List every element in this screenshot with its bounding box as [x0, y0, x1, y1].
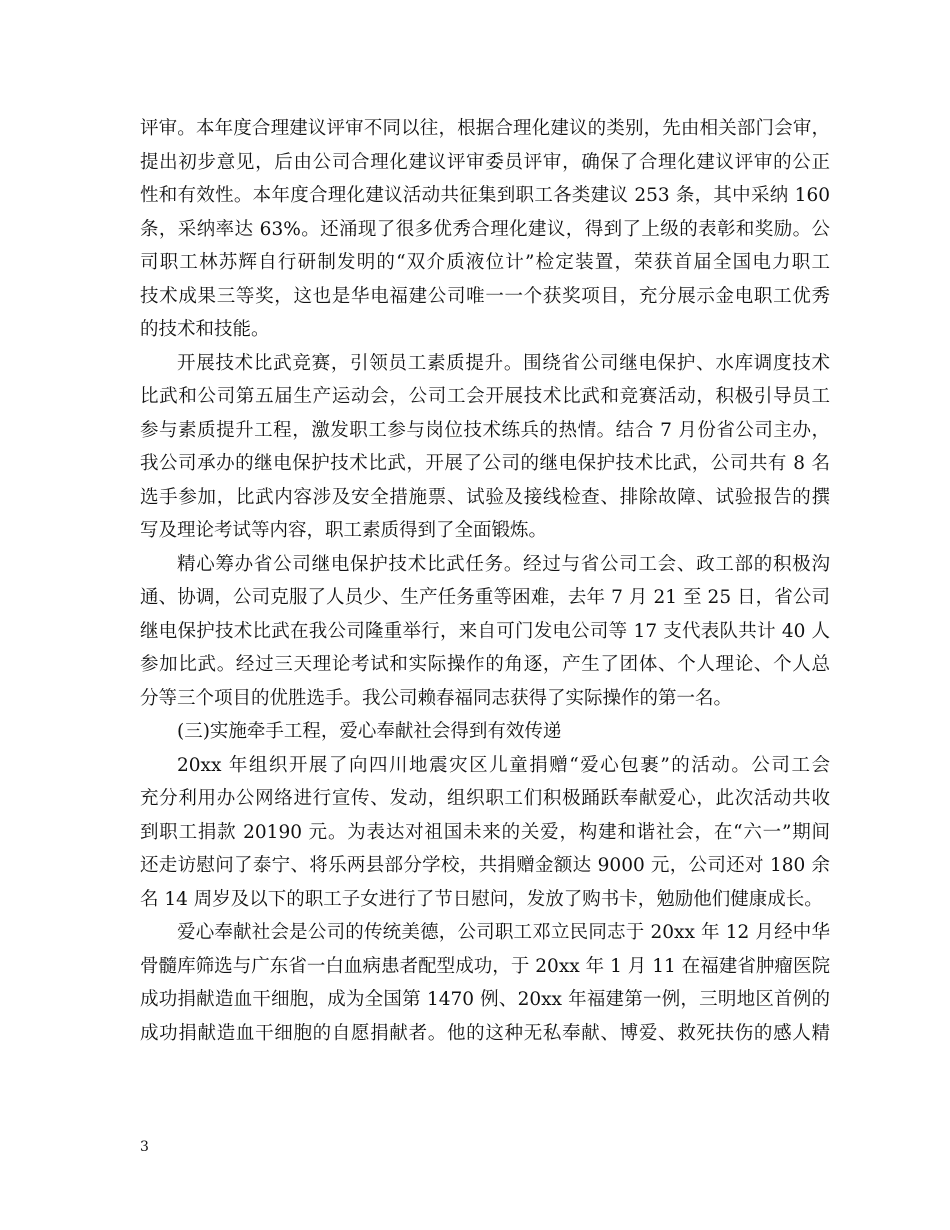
paragraph-skill-competition	[140, 347, 830, 548]
text-line: 司职工林苏辉自行研制发明的“双介质液位计”检定装置，荣获首届全国电力职工	[140, 252, 830, 273]
text-line: 我公司承办的继电保护技术比武，开展了公司的继电保护技术比武，公司共有 8 名	[140, 453, 830, 474]
text-line: 骨髓库筛选与广东省一白血病患者配型成功，于 20xx 年 1 月 11 在福建省肿瘤医院	[140, 955, 830, 977]
text-line: 成功捐献造血干细胞的自愿捐献者。他的这种无私奉献、博爱、救死扶伤的感人精	[140, 1022, 830, 1044]
paragraph-relay-protection-contest	[140, 548, 830, 716]
text-line: 充分利用办公网络进行宣传、发动，组织职工们积极踊跃奉献爱心，此次活动共收	[140, 788, 830, 809]
text-line: 的技术和技能。	[140, 319, 270, 340]
paragraph-stem-cell-donation	[140, 916, 830, 1050]
text-line: 选手参加，比武内容涉及安全措施票、试验及接线检查、排除故障、试验报告的撰	[140, 486, 830, 508]
text-line: 20xx 年组织开展了向四川地震灾区儿童捐赠“爱心包裹”的活动。公司工会	[177, 754, 830, 776]
text-line: 成功捐献造血干细胞，成为全国第 1470 例、20xx 年福建第一例，三明地区首例的	[140, 989, 830, 1010]
text-line: 爱心奉献社会是公司的传统美德，公司职工邓立民同志于 20xx 年 12 月经中华	[177, 922, 830, 943]
text-line: 分等三个项目的优胜选手。我公司赖春福同志获得了实际操作的第一名。	[140, 687, 733, 709]
text-line: 提出初步意见，后由公司合理化建议评审委员评审，确保了合理化建议评审的公正	[140, 151, 830, 173]
text-line: 写及理论考试等内容，职工素质得到了全面锻炼。	[140, 520, 548, 541]
text-line: 到职工捐款 20190 元。为表达对祖国未来的关爱，构建和谐社会，在“六一”期间	[140, 821, 830, 843]
section-heading	[140, 715, 830, 749]
text-line: 开展技术比武竞赛，引领员工素质提升。围绕省公司继电保护、水库调度技术	[177, 352, 830, 374]
text-line: 参加比武。经过三天理论考试和实际操作的角逐，产生了团体、个人理论、个人总	[140, 654, 830, 675]
paragraph-suggestion-review	[140, 112, 830, 347]
text-line: 精心筹办省公司继电保护技术比武任务。经过与省公司工会、政工部的积极沟	[177, 553, 830, 575]
document-body	[140, 112, 830, 1050]
paragraph-love-package	[140, 749, 830, 917]
text-line: 比武和公司第五届生产运动会，公司工会开展技术比武和竞赛活动，积极引导员工	[140, 386, 830, 407]
section-heading-line: (三)实施牵手工程，爱心奉献社会得到有效传递	[177, 721, 562, 742]
text-line: 参与素质提升工程，激发职工参与岗位技术练兵的热情。结合 7 月份省公司主办，	[140, 419, 830, 441]
text-line: 还走访慰问了泰宁、将乐两县部分学校，共捐赠金额达 9000 元，公司还对 180 余	[140, 855, 830, 876]
text-line: 名 14 周岁及以下的职工子女进行了节日慰问，发放了购书卡，勉励他们健康成长。	[140, 888, 823, 910]
page-number: 3	[140, 1139, 149, 1155]
text-line: 继电保护技术比武在我公司隆重举行，来自可门发电公司等 17 支代表队共计 40 人	[140, 620, 830, 642]
text-line: 条，采纳率达 63%。还涌现了很多优秀合理化建议，得到了上级的表彰和奖励。公	[140, 218, 830, 240]
text-line: 技术成果三等奖，这也是华电福建公司唯一一个获奖项目，充分展示金电职工优秀	[140, 285, 830, 307]
text-line: 评审。本年度合理建议评审不同以往，根据合理化建议的类别，先由相关部门会审，	[140, 118, 830, 139]
text-line: 性和有效性。本年度合理化建议活动共征集到职工各类建议 253 条，其中采纳 160	[140, 185, 830, 206]
text-line: 通、协调，公司克服了人员少、生产任务重等困难，去年 7 月 21 至 25 日，省公司	[140, 587, 830, 608]
